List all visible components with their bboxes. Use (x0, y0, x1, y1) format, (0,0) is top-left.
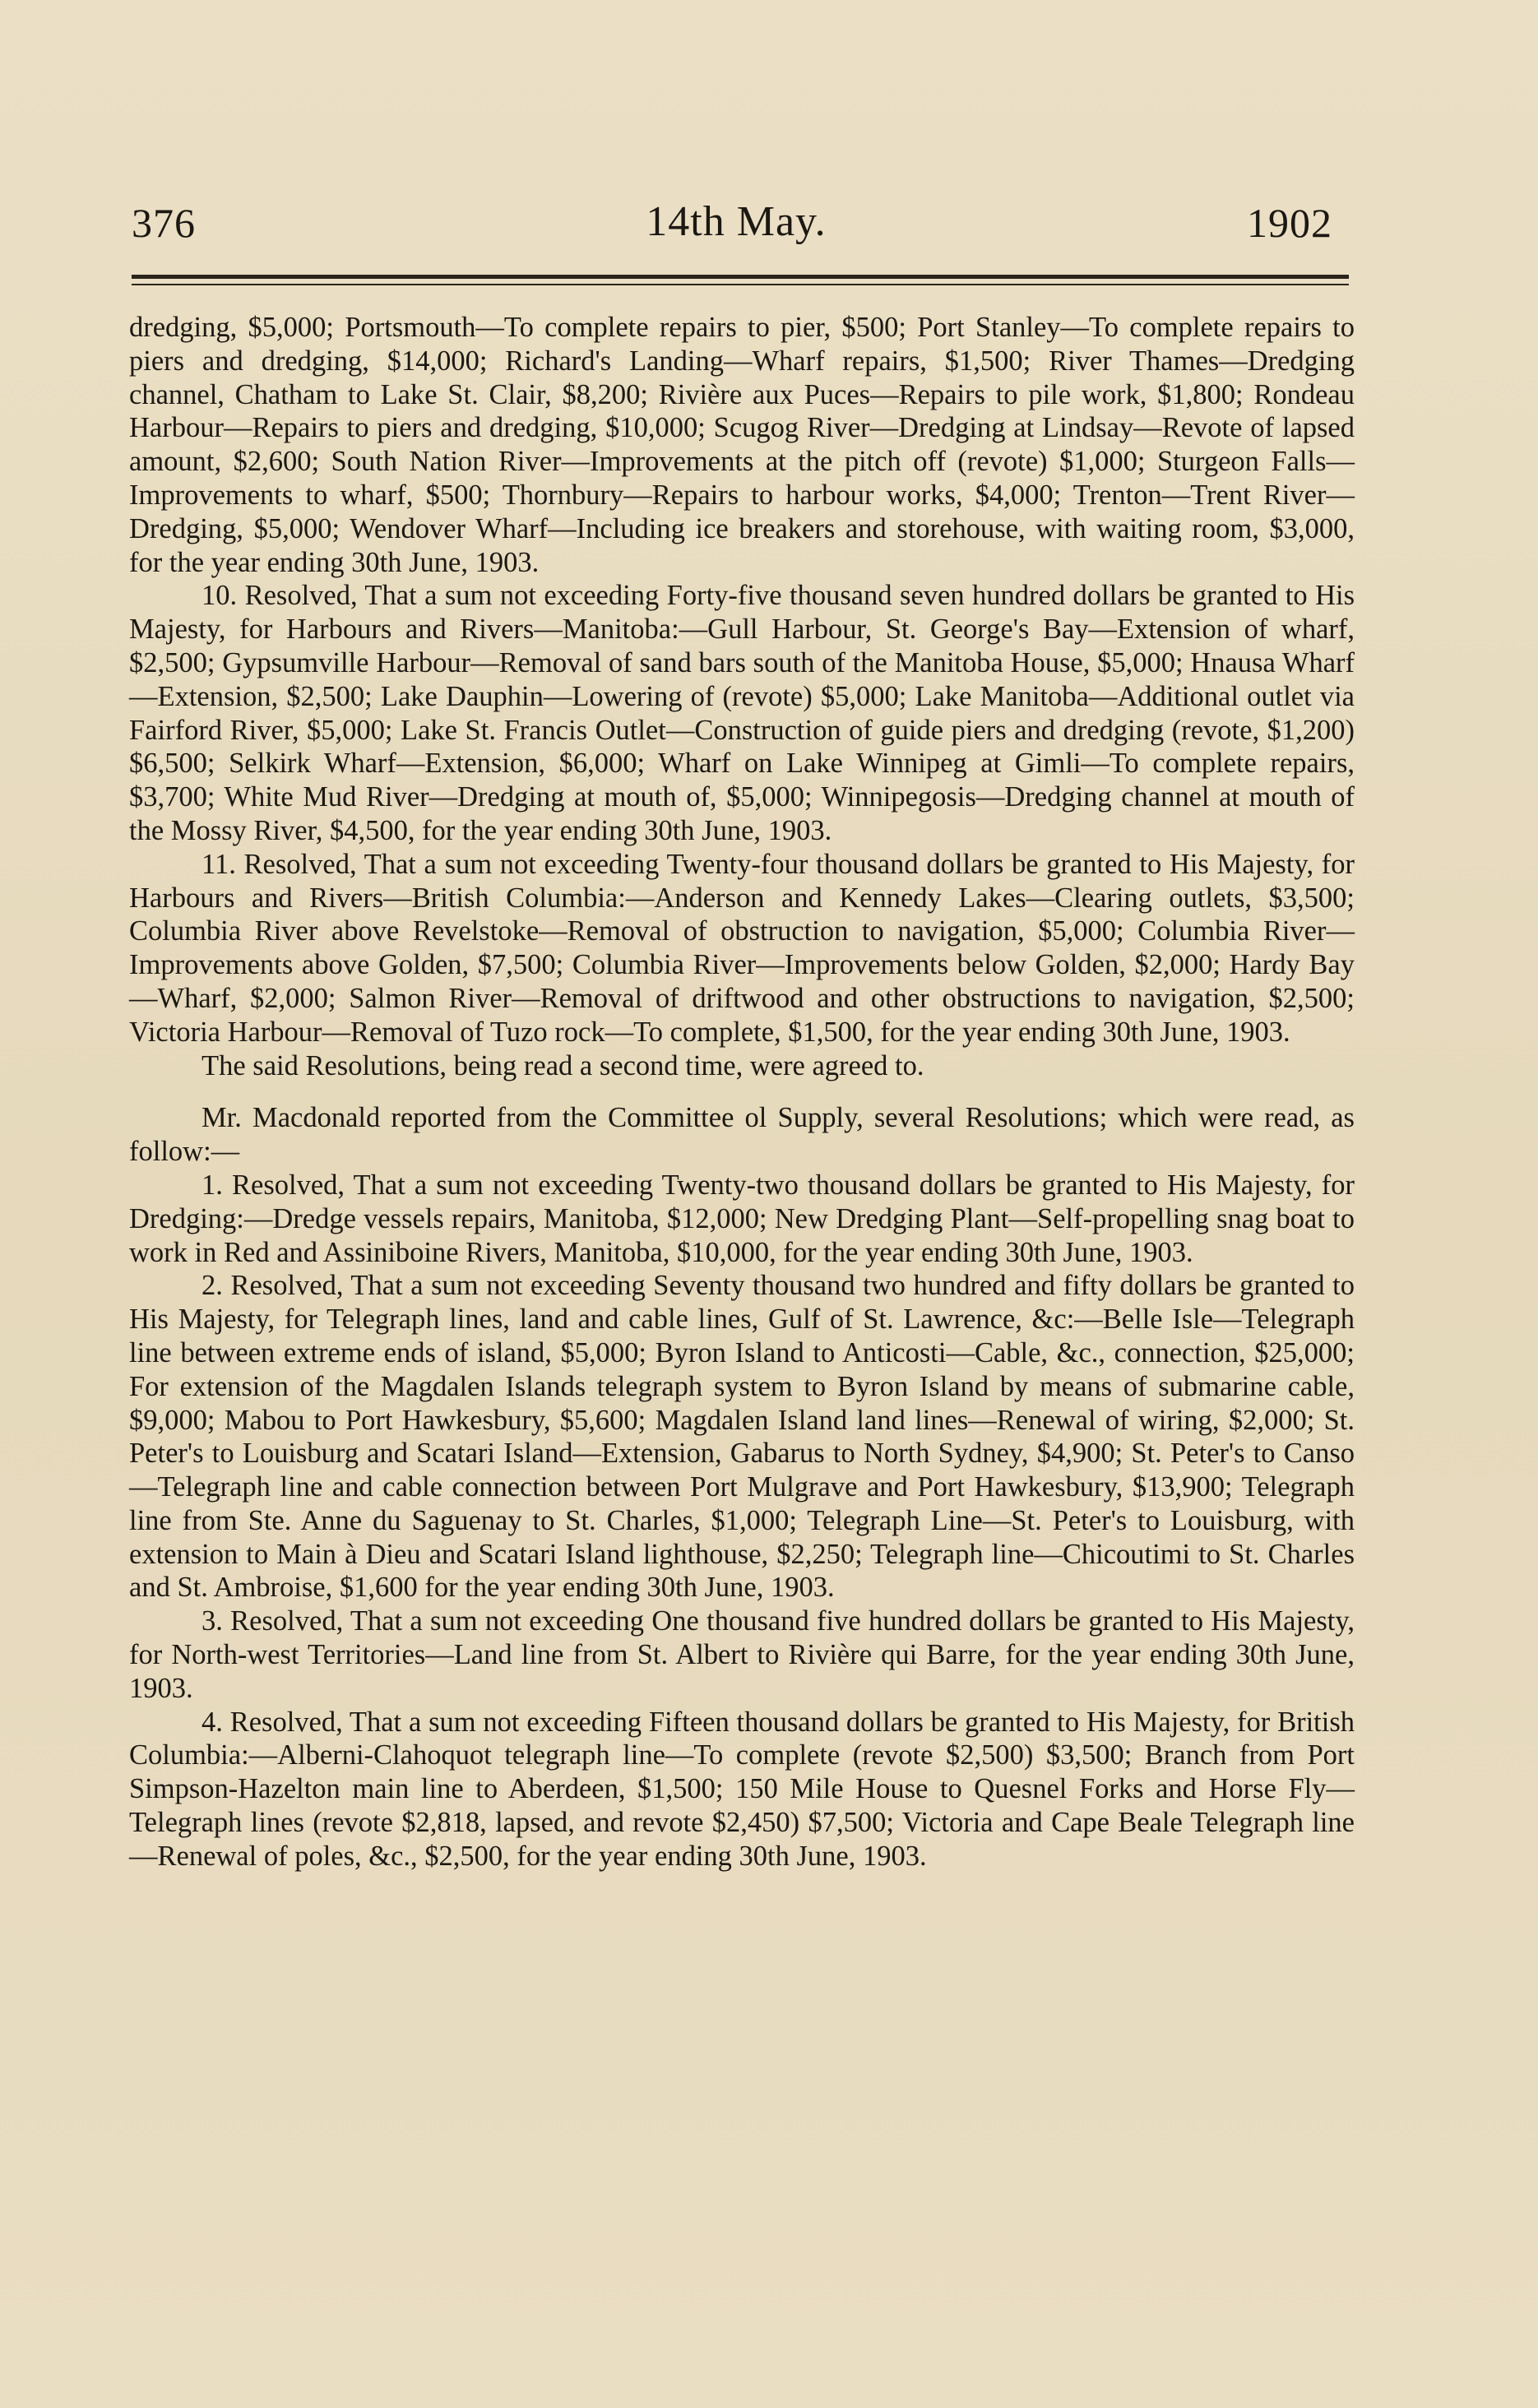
paragraph-resolution-1: 1. Resolved, That a sum not exceeding Twenty-two thousand dollars be granted to His Majesty, for Dredging:—Dredge vessels repairs, Manitoba, $12,000; New Dredging Plant—Self-propelling snag boat to work in Red and Assiniboine Rivers, Manitoba, $10,000, for the year ending 30th June, 1903. (129, 1169, 1355, 1268)
paragraph-resolution-11: 11. Resolved, That a sum not exceeding Twenty-four thousand dollars be granted to His Majesty, for Harbours and Rivers—British Columbia:—Anderson and Kennedy Lakes—Clearing outlets, $3,500; Columbia River above Revelstoke—Removal of obstruction to navigation, $5,000; Columbia River—Improvements above Golden, $7,500; Columbia River—Improvements below Golden, $2,000; Hardy Bay—Wharf, $2,000; Salmon River—Removal of driftwood and other obstructions to navigation, $2,500; Victoria Harbour—Removal of Tuzo rock—To complete, $1,500, for the year ending 30th June, 1903. (129, 848, 1355, 1048)
page-header (123, 189, 1349, 247)
paragraph-agreed: The said Resolutions, being read a second time, were agreed to. (202, 1049, 924, 1081)
page-number: 376 (132, 200, 196, 246)
header-rule-thin (132, 284, 1349, 285)
header-rule-thick (132, 275, 1349, 279)
paragraph-committee-report: Mr. Macdonald reported from the Committee ol Supply, several Resolutions; which were read, as follow:— (129, 1102, 1355, 1168)
header-year: 1902 (1247, 200, 1332, 246)
paragraph-resolution-3: 3. Resolved, That a sum not exceeding One thousand five hundred dollars be granted to His Majesty, for North-west Territories—Land line from St. Albert to Rivière qui Barre, for the year ending 30th June, 1903. (129, 1605, 1355, 1704)
body-text (129, 311, 1355, 1873)
paragraph-resolution-4: 4. Resolved, That a sum not exceeding Fifteen thousand dollars be granted to His Majesty, for British Columbia:—Alberni-Clahoquot telegraph line—To complete (revote $2,500) $3,500; Branch from Port Simpson-Hazelton main line to Aberdeen, $1,500; 150 Mile House to Quesnel Forks and Horse Fly—Telegraph lines (revote $2,818, lapsed, and revote $2,450) $7,500; Victoria and Cape Beale Telegraph line—Renewal of poles, &c., $2,500, for the year ending 30th June, 1903. (129, 1706, 1355, 1872)
paragraph-resolution-10: 10. Resolved, That a sum not exceeding Forty-five thousand seven hundred dollars be granted to His Majesty, for Harbours and Rivers—Manitoba:—Gull Harbour, St. George's Bay—Extension of wharf, $2,500; Gypsumville Harbour—Removal of sand bars south of the Manitoba House, $5,000; Hnausa Wharf—Extension, $2,500; Lake Dauphin—Lowering of (revote) $5,000; Lake Manitoba—Additional outlet via Fairford River, $5,000; Lake St. Francis Outlet—Construction of guide piers and dredging (revote, $1,200) $6,500; Selkirk Wharf—Extension, $6,000; Wharf on Lake Winnipeg at Gimli—To complete repairs, $3,700; White Mud River—Dredging at mouth of, $5,000; Winnipegosis—Dredging channel at mouth of the Mossy River, $4,500, for the year ending 30th June, 1903. (129, 580, 1355, 846)
paragraph-continuation: dredging, $5,000; Portsmouth—To complete repairs to pier, $500; Port Stanley—To complete repairs to piers and dredging, $14,000; Richard's Landing—Wharf repairs, $1,500; River Thames—Dredging channel, Chatham to Lake St. Clair, $8,200; Rivière aux Puces—Repairs to pile work, $1,800; Rondeau Harbour—Repairs to piers and dredging, $10,000; Scugog River—Dredging at Lindsay—Revote of lapsed amount, $2,600; South Nation River—Improvements at the pitch off (revote) $1,000; Sturgeon Falls—Improvements to wharf, $500; Thornbury—Repairs to harbour works, $4,000; Trenton—Trent River—Dredging, $5,000; Wendover Wharf—Including ice breakers and storehouse, with waiting room, $3,000, for the year ending 30th June, 1903. (129, 312, 1355, 578)
header-date: 14th May. (646, 198, 827, 245)
paragraph-resolution-2: 2. Resolved, That a sum not exceeding Seventy thousand two hundred and fifty dollars be granted to His Majesty, for Telegraph lines, land and cable lines, Gulf of St. Lawrence, &c:—Belle Isle—Telegraph line between extreme ends of island, $5,000; Byron Island to Anticosti—Cable, &c., connection, $25,000; For extension of the Magdalen Islands telegraph system to Byron Island by means of submarine cable, $9,000; Mabou to Port Hawkesbury, $5,600; Magdalen Island land lines—Renewal of wiring, $2,000; St. Peter's to Louisburg and Scatari Island—Extension, Gabarus to North Sydney, $4,900; St. Peter's to Canso—Telegraph line and cable connection between Port Mulgrave and Port Hawkesbury, $13,900; Telegraph line from Ste. Anne du Saguenay to St. Charles, $1,000; Telegraph Line—St. Peter's to Louisburg, with extension to Main à Dieu and Scatari Island lighthouse, $2,250; Telegraph line—Chicoutimi to St. Charles and St. Ambroise, $1,600 for the year ending 30th June, 1903. (129, 1270, 1355, 1604)
